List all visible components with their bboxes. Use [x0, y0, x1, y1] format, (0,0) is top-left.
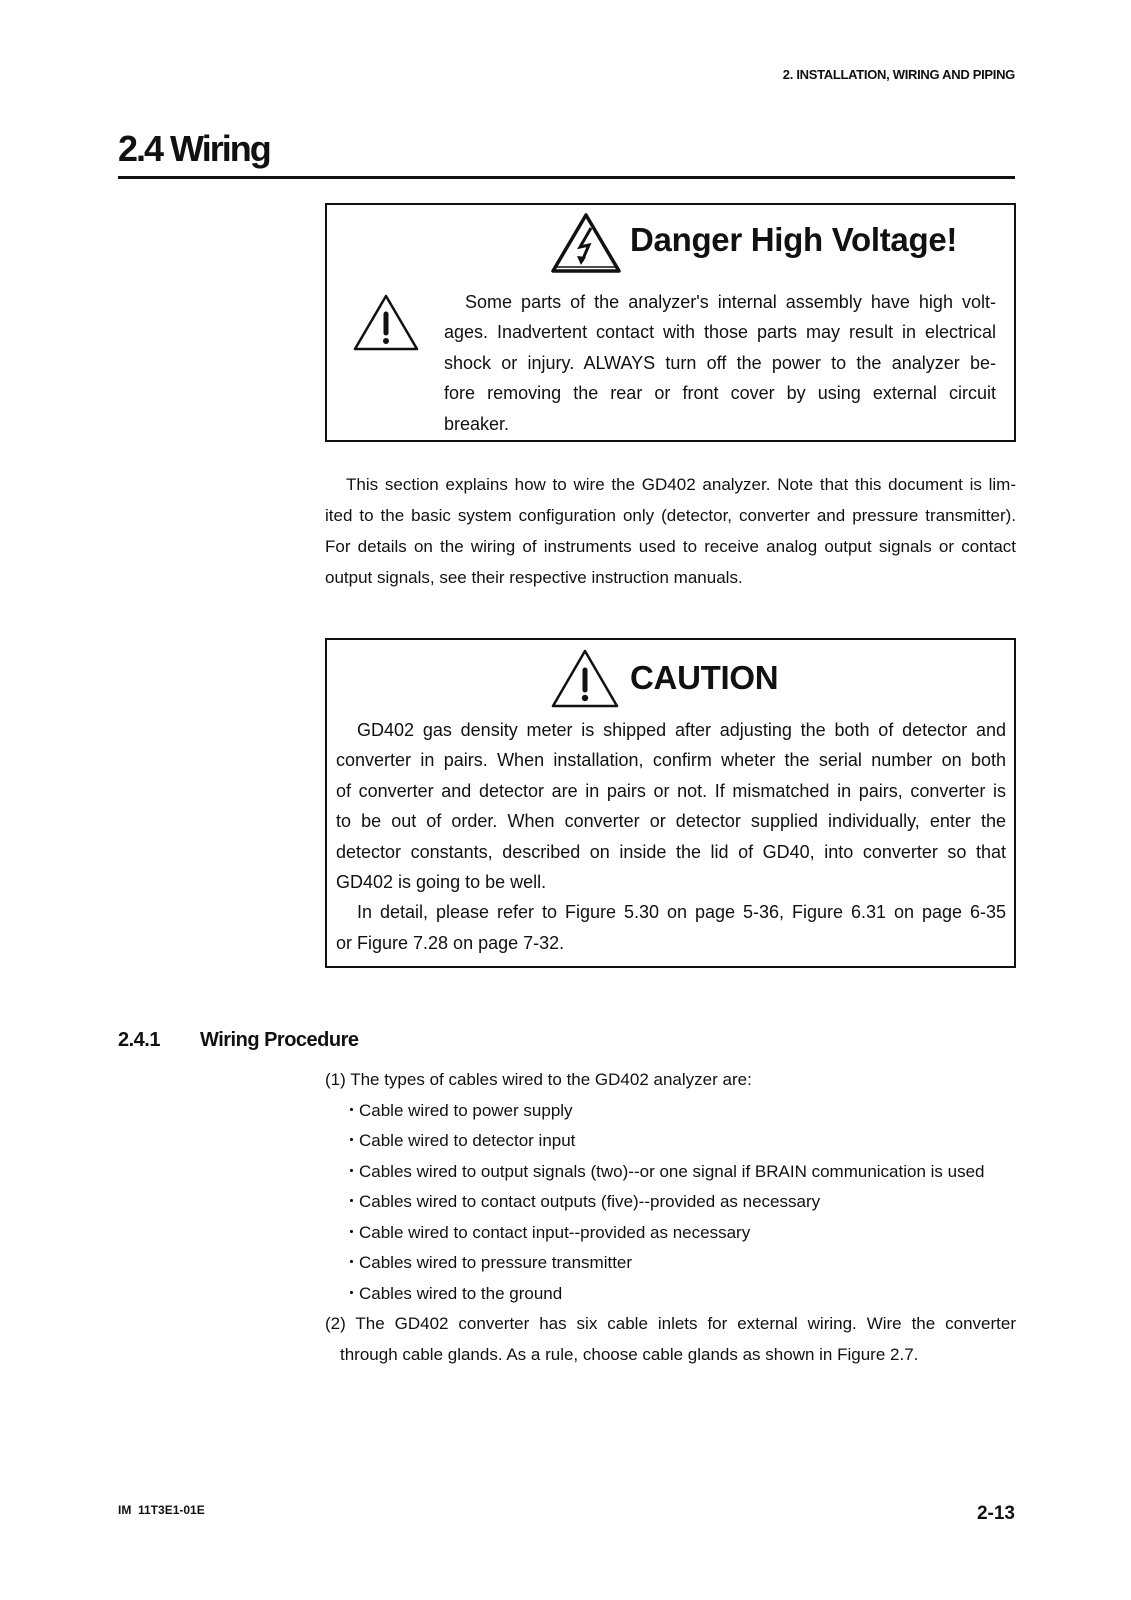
cable-type: Cables wired to pressure transmitter — [359, 1253, 633, 1272]
list-item — [325, 1279, 1016, 1310]
danger-line: shock or injury. ALWAYS turn off the power to the analyzer be- — [444, 352, 996, 373]
intro-line: This section explains how to wire the GD402 analyzer. Note that this document is lim- — [346, 475, 1016, 494]
danger-heading: Danger High Voltage! — [630, 221, 958, 258]
danger-line: Some parts of the analyzer's internal assembly have high volt- — [465, 292, 996, 312]
procedure-list — [325, 1065, 1016, 1370]
intro-line: output signals, see their respective instruction manuals. — [325, 568, 743, 587]
caution-line: converter in pairs. When installation, confirm wheter the serial number on both — [336, 750, 1006, 771]
caution-icon — [550, 648, 620, 710]
danger-notice — [325, 203, 1016, 442]
bullet-icon: ・ — [343, 1161, 360, 1181]
caution-text — [336, 715, 1006, 958]
warning-icon — [352, 293, 420, 353]
list-item — [325, 1187, 1016, 1218]
cable-type: Cable wired to contact input--provided as necessary — [359, 1222, 751, 1242]
list-item — [325, 1096, 1016, 1127]
bullet-icon: ・ — [343, 1192, 360, 1211]
high-voltage-icon — [550, 211, 622, 275]
caution-line: of converter and detector are in pairs or not. If mismatched in pairs, converter is — [336, 780, 1006, 801]
bullet-icon: ・ — [343, 1253, 360, 1272]
intro-line: ited to the basic system configuration only (detector, converter and pressure transmitter). — [325, 506, 1016, 525]
intro-paragraph — [325, 469, 1016, 593]
danger-line: ages. Inadvertent contact with those parts may result in electrical — [444, 322, 996, 343]
caution-line: GD402 is going to be well. — [336, 871, 547, 892]
subsection-number: 2.4.1 — [118, 1029, 160, 1051]
list-item — [325, 1248, 1016, 1279]
cable-type: Cables wired to the ground — [359, 1283, 563, 1303]
caution-line: In detail, please refer to Figure 5.30 on page 5-36, Figure 6.31 on page 6-35 — [357, 902, 1006, 923]
subsection-title: Wiring Procedure — [200, 1029, 359, 1051]
bullet-icon: ・ — [343, 1100, 360, 1120]
list-item — [325, 1218, 1016, 1249]
caution-notice — [325, 638, 1016, 968]
caution-line: to be out of order. When converter or detector supplied individually, enter the — [336, 811, 1006, 832]
cable-type: Cable wired to detector input — [359, 1131, 576, 1150]
caution-line: GD402 gas density meter is shipped after adjusting the both of detector and — [357, 720, 1006, 740]
list-item — [325, 1157, 1016, 1188]
bullet-icon: ・ — [343, 1283, 360, 1303]
danger-line: fore removing the rear or front cover by using external circuit — [444, 383, 996, 404]
danger-line: breaker. — [444, 413, 510, 434]
cable-type: Cables wired to contact outputs (five)--provided as necessary — [359, 1192, 821, 1211]
cable-type: Cable wired to power supply — [359, 1100, 573, 1120]
document-id: IM 11T3E1-01E — [118, 1503, 205, 1517]
cable-type: Cables wired to output signals (two)--or one signal if BRAIN communication is used — [359, 1161, 985, 1181]
caution-line: or Figure 7.28 on page 7-32. — [336, 932, 565, 953]
title-rule — [118, 176, 1015, 179]
page-number: 2-13 — [976, 1503, 1015, 1524]
caution-heading: CAUTION — [630, 659, 779, 696]
running-title: 2. INSTALLATION, WIRING AND PIPING — [782, 67, 1015, 82]
intro-line: For details on the wiring of instruments used to receive analog output signals or contact — [325, 537, 1016, 556]
list-item — [325, 1126, 1016, 1157]
danger-text — [444, 287, 996, 439]
procedure-item-1: (1) The types of cables wired to the GD402 analyzer are: — [325, 1070, 752, 1089]
procedure-item-2-continued: through cable glands. As a rule, choose cable glands as shown in Figure 2.7. — [340, 1344, 919, 1364]
procedure-item-2: (2) The GD402 converter has six cable inlets for external wiring. Wire the converter — [325, 1314, 1016, 1333]
bullet-icon: ・ — [343, 1222, 360, 1242]
section-title: 2.4 Wiring — [118, 128, 270, 169]
caution-line: detector constants, described on inside the lid of GD40, into converter so that — [336, 841, 1006, 862]
bullet-icon: ・ — [343, 1131, 360, 1150]
